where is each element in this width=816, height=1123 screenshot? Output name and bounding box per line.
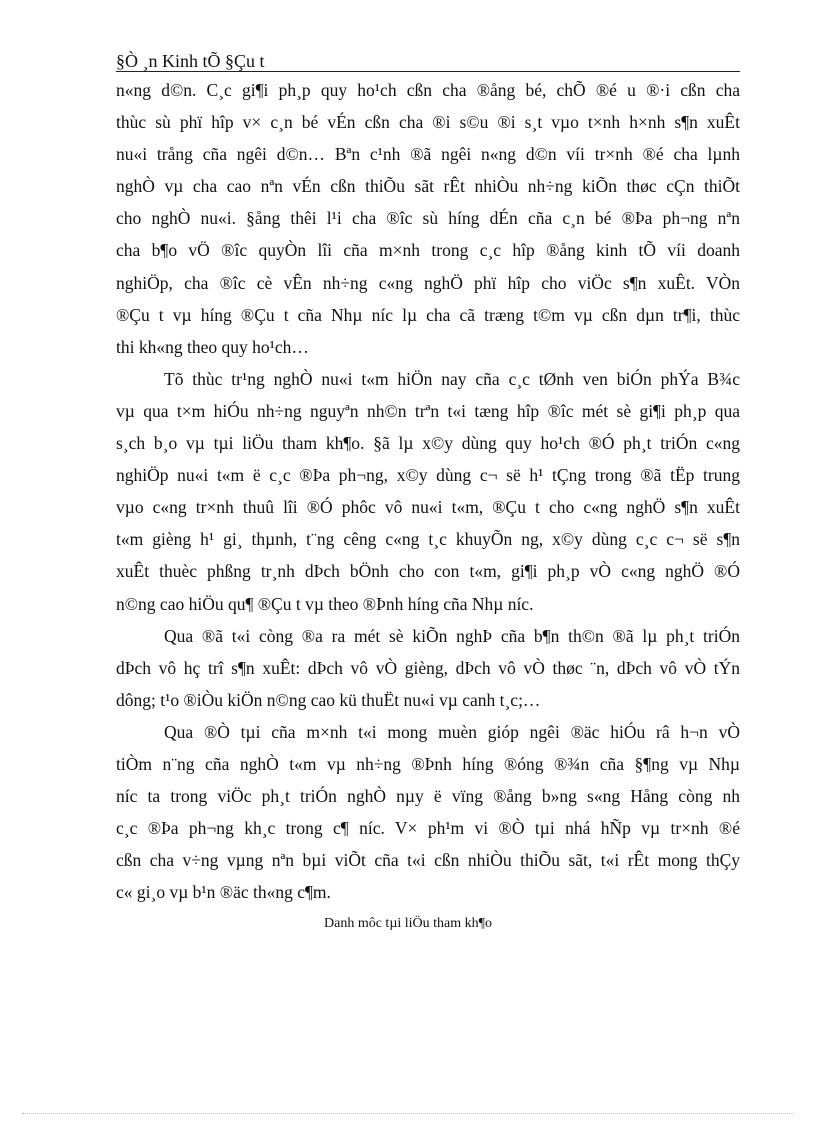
text-line: vµ qua t×m hiÓu nh÷ng nguyªn nh©n trªn t«i tæng hîp ®îc mét sè gi¶i ph¸p qua bbox=[116, 400, 740, 421]
header-divider bbox=[116, 71, 740, 72]
text-line: s¸ch b¸o vµ tµi liÖu tham kh¶o. §ã lµ x©y dùng quy ho¹ch ®Ó ph¸t triÓn c«ng bbox=[116, 433, 740, 454]
page-header: §Ò ¸n Kinh tÕ §Çu t bbox=[116, 51, 265, 71]
text-line: thùc sù phï hîp v× c¸n bé vÉn cßn cha ®i s©u ®i s¸t vµo t×nh h×nh s¶n xuÊt bbox=[116, 112, 740, 133]
text-line: c« gi¸o vµ b¹n ®äc th«ng c¶m. bbox=[116, 882, 331, 903]
text-line: nghiÖp, cha ®îc cè vÊn nh÷ng c«ng nghÖ phï hîp cho viÖc s¶n xuÊt. VÒn bbox=[116, 272, 740, 293]
text-line: Qua ®Ò tµi cña m×nh t«i mong muèn gióp ngêi ®äc hiÓu râ h¬n vÒ bbox=[164, 721, 740, 742]
text-line: ®Çu t vµ híng ®Çu t cña Nhµ níc lµ cha cã træng t©m vµ cßn dµn tr¶i, thùc bbox=[116, 304, 740, 325]
text-line: thi kh«ng theo quy ho¹ch… bbox=[116, 336, 309, 357]
text-line: xuÊt thuèc phßng tr¸nh dÞch bÖnh cho con t«m, gi¶i ph¸p vÒ c«ng nghÖ ®Ó bbox=[116, 561, 740, 582]
text-line: c¸c ®Þa ph¬ng kh¸c trong c¶ níc. V× ph¹m vi ®Ò tµi nhá hÑp vµ tr×nh ®é bbox=[116, 818, 740, 839]
references-heading: Danh môc tµi liÖu tham kh¶o bbox=[324, 916, 492, 931]
text-line: nghiÖp nu«i t«m ë c¸c ®Þa ph¬ng, x©y dùng c¬ së h¹ tÇng trong ®ã tËp trung bbox=[116, 465, 740, 486]
text-line: cßn cha v÷ng vµng nªn bµi viÕt cña t«i cßn nhiÒu thiÕu sãt, t«i rÊt mong thÇy bbox=[116, 850, 740, 871]
text-line: cha b¶o vÖ ®îc quyÒn lîi cña m×nh trong c¸c hîp ®ång kinh tÕ víi doanh bbox=[116, 240, 740, 261]
text-line: nu«i trång cña ngêi d©n… Bªn c¹nh ®ã ngêi n«ng d©n víi tr×nh ®é cha lµnh bbox=[116, 144, 740, 165]
page-bottom-divider bbox=[22, 1113, 794, 1114]
text-line: nghÒ vµ cha cao nªn vÉn cßn thiÕu sãt rÊt nhiÒu nh÷ng kiÕn thøc cÇn thiÕt bbox=[116, 176, 740, 197]
text-line: dÞch vô hç trî s¶n xuÊt: dÞch vô vÒ gièng, dÞch vô vÒ thøc ¨n, dÞch vô vÒ tÝn bbox=[116, 657, 740, 678]
text-line: Qua ®ã t«i còng ®a ra mét sè kiÕn nghÞ cña b¶n th©n ®ã lµ ph¸t triÓn bbox=[164, 625, 740, 646]
text-line: dông; t¹o ®iÒu kiÖn n©ng cao kü thuËt nu«i vµ canh t¸c;… bbox=[116, 689, 541, 710]
text-line: Tõ thùc tr¹ng nghÒ nu«i t«m hiÖn nay cña c¸c tØnh ven biÓn phÝa B¾c bbox=[164, 368, 740, 389]
text-line: n«ng d©n. C¸c gi¶i ph¸p quy ho¹ch cßn cha ®ång bé, chÕ ®é u ®·i cßn cha bbox=[116, 80, 740, 100]
text-line: t«m gièng h¹ gi¸ thµnh, t¨ng cêng c«ng t¸c khuyÕn ng, x©y dùng c¸c c¬ së s¶n bbox=[116, 529, 740, 550]
text-line: n©ng cao hiÖu qu¶ ®Çu t vµ theo ®Þnh híng cña Nhµ níc. bbox=[116, 593, 534, 614]
text-line: cho nghÒ nu«i. §ång thêi l¹i cha ®îc sù híng dÉn cña c¸n bé ®Þa ph¬ng nªn bbox=[116, 208, 740, 229]
body-text bbox=[116, 74, 740, 908]
text-line: tiÒm n¨ng cña nghÒ t«m vµ nh÷ng ®Þnh híng ®óng ®¾n cña §¶ng vµ Nhµ bbox=[116, 753, 740, 774]
text-line: vµo c«ng tr×nh thuû lîi ®Ó phôc vô nu«i t«m, ®Çu t cho c«ng nghÖ s¶n xuÊt bbox=[116, 497, 740, 518]
text-line: níc ta trong viÖc ph¸t triÓn nghÒ nµy ë vïng ®ång b»ng s«ng Hång còng nh bbox=[116, 786, 740, 807]
